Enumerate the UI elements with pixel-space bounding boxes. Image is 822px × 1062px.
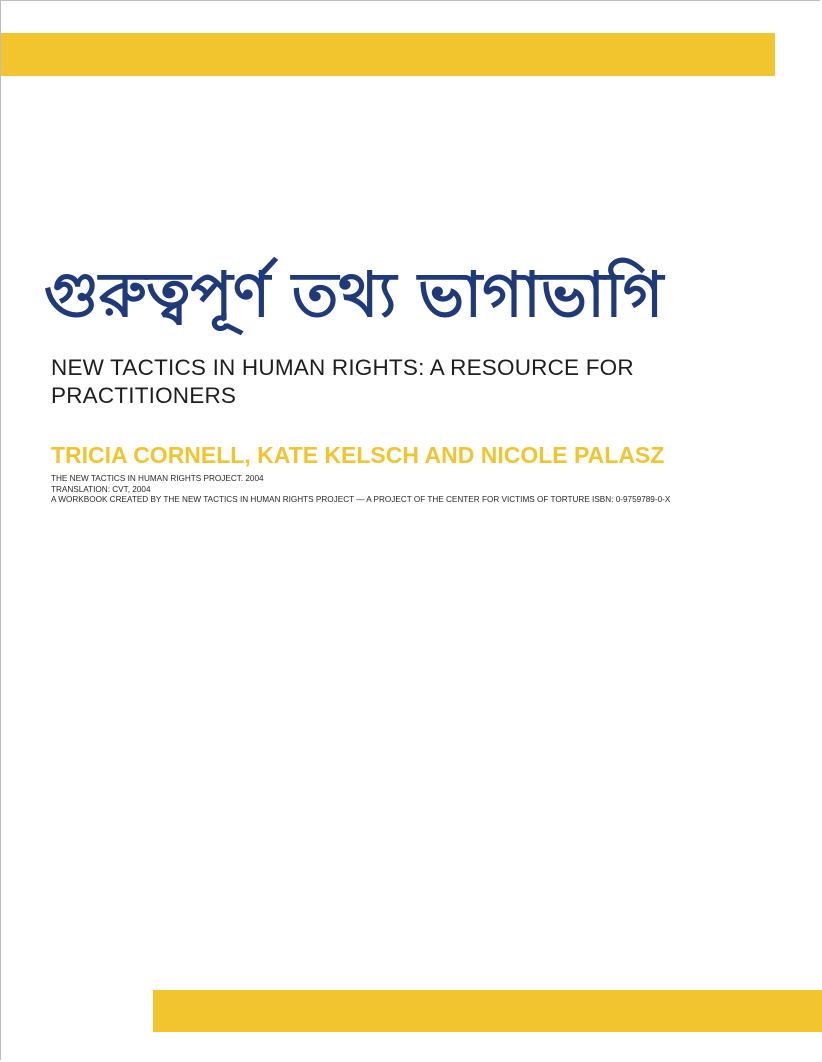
subtitle: NEW TACTICS IN HUMAN RIGHTS: A RESOURCE FOR PRACTITIONERS: [51, 355, 634, 408]
authors-line: TRICIA CORNELL, KATE KELSCH AND NICOLE PALASZ: [51, 442, 665, 468]
translation-line: TRANSLATION: CVT, 2004: [51, 484, 151, 494]
workbook-line: A WORKBOOK CREATED BY THE NEW TACTICS IN HUMAN RIGHTS PROJECT — A PROJECT OF THE CENTER FOR VICTIMS OF TORTURE ISBN: 0-9759789-0-X: [51, 495, 671, 504]
bottom-yellow-band: [153, 990, 822, 1032]
copyright-line: THE NEW TACTICS IN HUMAN RIGHTS PROJECT. 2004: [51, 474, 264, 483]
bengali-title: গুরুত্বপূর্ণ তথ্য ভাগাভাগি: [44, 258, 664, 331]
top-yellow-band: [1, 33, 775, 76]
credits-block: [51, 474, 670, 506]
